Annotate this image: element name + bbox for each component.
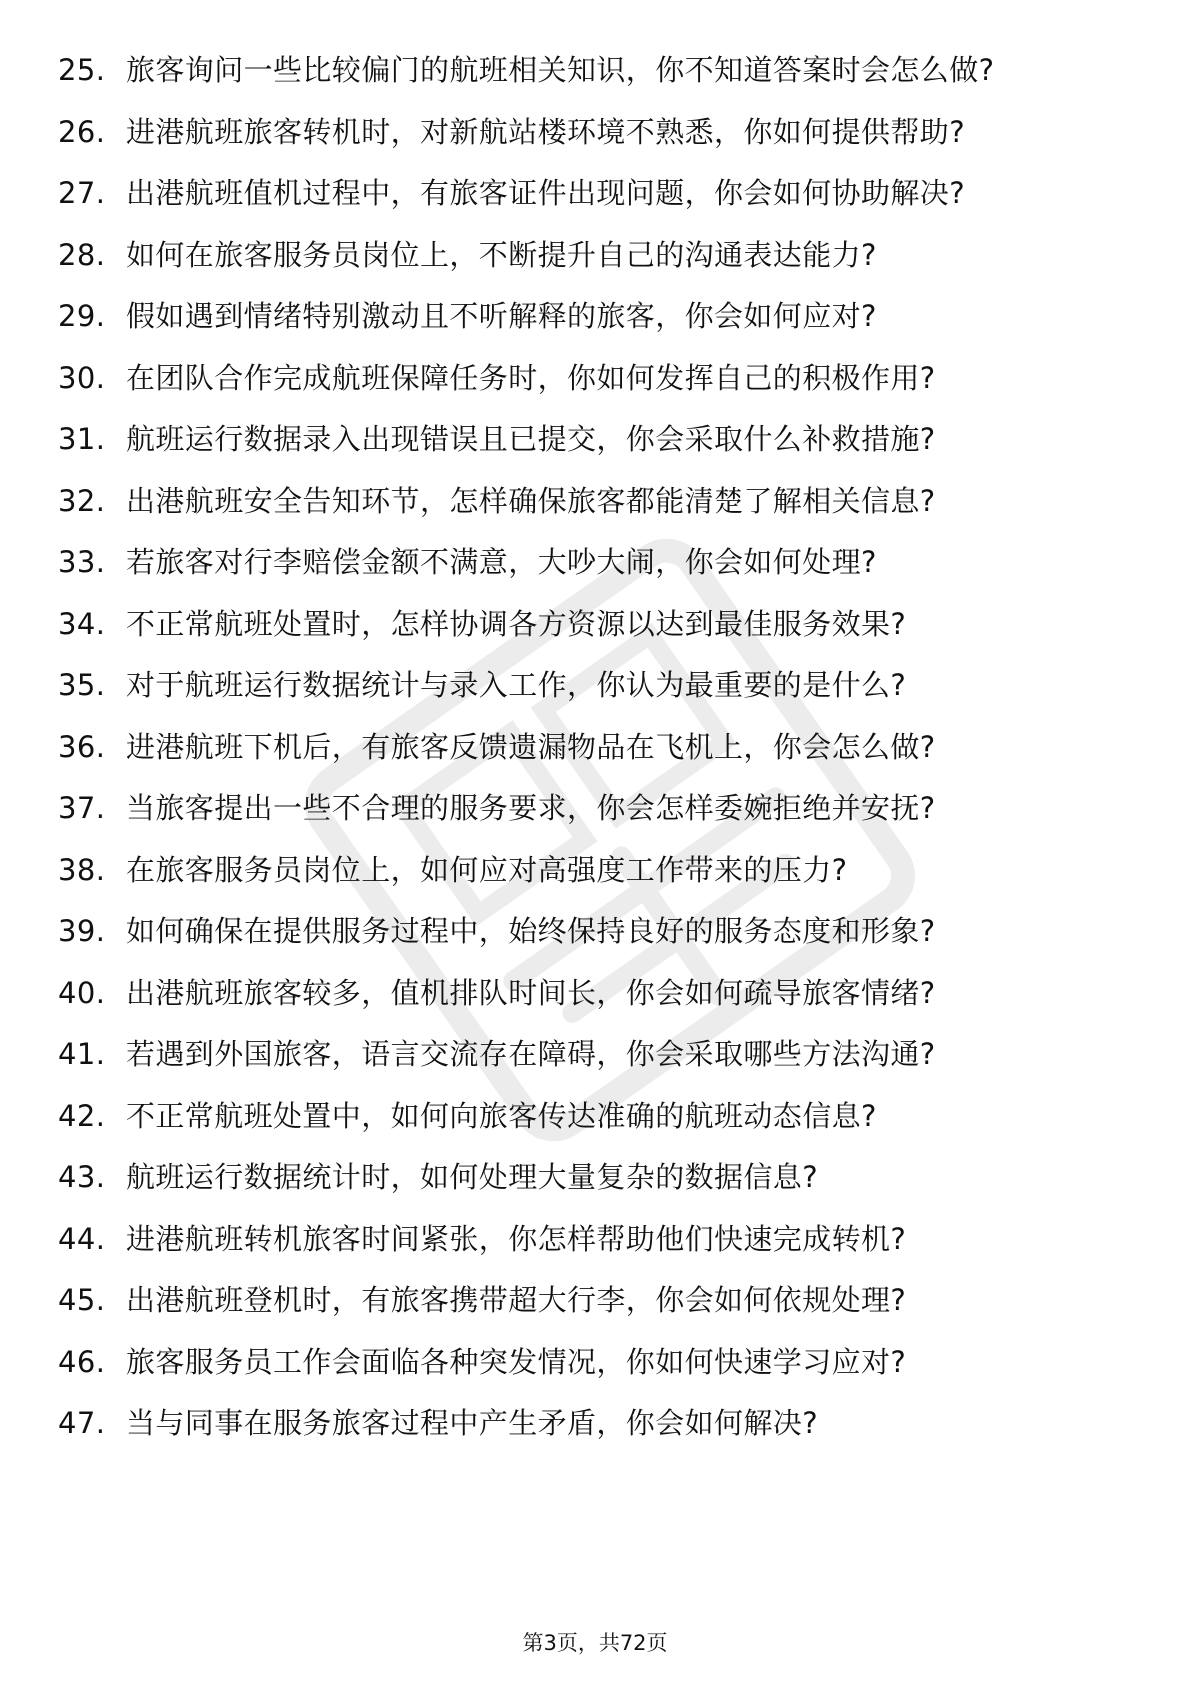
question-item — [58, 606, 1138, 644]
question-item — [58, 1282, 1138, 1320]
question-number: 35. — [58, 668, 106, 702]
question-number: 26. — [58, 114, 106, 149]
question-text: 出港航班安全告知环节，怎样确保旅客都能清楚了解相关信息? — [126, 483, 936, 518]
question-text: 不正常航班处置中，如何向旅客传达准确的航班动态信息? — [126, 1098, 877, 1133]
question-text: 对于航班运行数据统计与录入工作，你认为最重要的是什么? — [126, 668, 907, 702]
question-item — [58, 790, 1138, 828]
question-item — [58, 852, 1138, 890]
question-number: 29. — [58, 299, 106, 333]
question-item — [58, 544, 1138, 582]
question-item — [58, 175, 1138, 213]
question-text: 当与同事在服务旅客过程中产生矛盾，你会如何解决? — [126, 1406, 818, 1440]
question-item — [58, 1036, 1138, 1074]
question-number: 36. — [58, 729, 106, 764]
question-text: 进港航班下机后，有旅客反馈遗漏物品在飞机上，你会怎么做? — [126, 729, 936, 764]
question-number: 47. — [58, 1406, 106, 1440]
question-item — [58, 114, 1138, 152]
question-number: 43. — [58, 1160, 106, 1194]
question-number: 40. — [58, 975, 106, 1010]
question-number: 45. — [58, 1283, 106, 1317]
question-text: 航班运行数据统计时，如何处理大量复杂的数据信息? — [126, 1160, 818, 1194]
question-item — [58, 1405, 1138, 1443]
question-text: 出港航班值机过程中，有旅客证件出现问题，你会如何协助解决? — [126, 176, 965, 210]
question-number: 44. — [58, 1221, 106, 1256]
question-number: 25. — [58, 53, 106, 87]
question-text: 若遇到外国旅客，语言交流存在障碍，你会采取哪些方法沟通? — [126, 1037, 936, 1071]
question-text: 不正常航班处置时，怎样协调各方资源以达到最佳服务效果? — [126, 606, 907, 641]
question-item — [58, 1098, 1138, 1136]
question-item — [58, 729, 1138, 767]
question-text: 当旅客提出一些不合理的服务要求，你会怎样委婉拒绝并安抚? — [126, 791, 936, 825]
question-text: 旅客询问一些比较偏门的航班相关知识，你不知道答案时会怎么做? — [126, 53, 995, 87]
question-item — [58, 913, 1138, 951]
question-item — [58, 667, 1138, 705]
question-item — [58, 421, 1138, 459]
question-text: 航班运行数据录入出现错误且已提交，你会采取什么补救措施? — [126, 422, 936, 456]
question-item — [58, 1159, 1138, 1197]
question-text: 若旅客对行李赔偿金额不满意，大吵大闹，你会如何处理? — [126, 545, 877, 579]
question-text: 进港航班转机旅客时间紧张，你怎样帮助他们快速完成转机? — [126, 1221, 907, 1256]
question-number: 32. — [58, 483, 106, 518]
question-item — [58, 1344, 1138, 1382]
question-number: 42. — [58, 1098, 106, 1133]
question-item — [58, 237, 1138, 275]
question-text: 出港航班登机时，有旅客携带超大行李，你会如何依规处理? — [126, 1283, 907, 1317]
question-number: 33. — [58, 545, 106, 579]
question-item — [58, 298, 1138, 336]
question-text: 旅客服务员工作会面临各种突发情况，你如何快速学习应对? — [126, 1344, 907, 1379]
question-text: 在旅客服务员岗位上，如何应对高强度工作带来的压力? — [126, 852, 848, 887]
question-text: 如何在旅客服务员岗位上，不断提升自己的沟通表达能力? — [126, 237, 877, 272]
question-text: 假如遇到情绪特别激动且不听解释的旅客，你会如何应对? — [126, 299, 877, 333]
question-list — [58, 52, 1138, 1467]
question-number: 46. — [58, 1344, 106, 1379]
question-number: 37. — [58, 791, 106, 825]
question-number: 31. — [58, 422, 106, 456]
question-number: 41. — [58, 1037, 106, 1071]
question-number: 39. — [58, 914, 106, 948]
question-item — [58, 483, 1138, 521]
question-number: 34. — [58, 606, 106, 641]
question-item — [58, 52, 1138, 90]
question-text: 如何确保在提供服务过程中，始终保持良好的服务态度和形象? — [126, 914, 936, 948]
question-number: 28. — [58, 237, 106, 272]
page-number-footer: 第3页，共72页 — [522, 1631, 668, 1655]
question-text: 进港航班旅客转机时，对新航站楼环境不熟悉，你如何提供帮助? — [126, 114, 965, 149]
question-item — [58, 1221, 1138, 1259]
question-number: 27. — [58, 176, 106, 210]
question-number: 38. — [58, 852, 106, 887]
question-text: 出港航班旅客较多，值机排队时间长，你会如何疏导旅客情绪? — [126, 975, 936, 1010]
question-text: 在团队合作完成航班保障任务时，你如何发挥自己的积极作用? — [126, 360, 936, 395]
question-item — [58, 360, 1138, 398]
question-item — [58, 975, 1138, 1013]
question-number: 30. — [58, 360, 106, 395]
